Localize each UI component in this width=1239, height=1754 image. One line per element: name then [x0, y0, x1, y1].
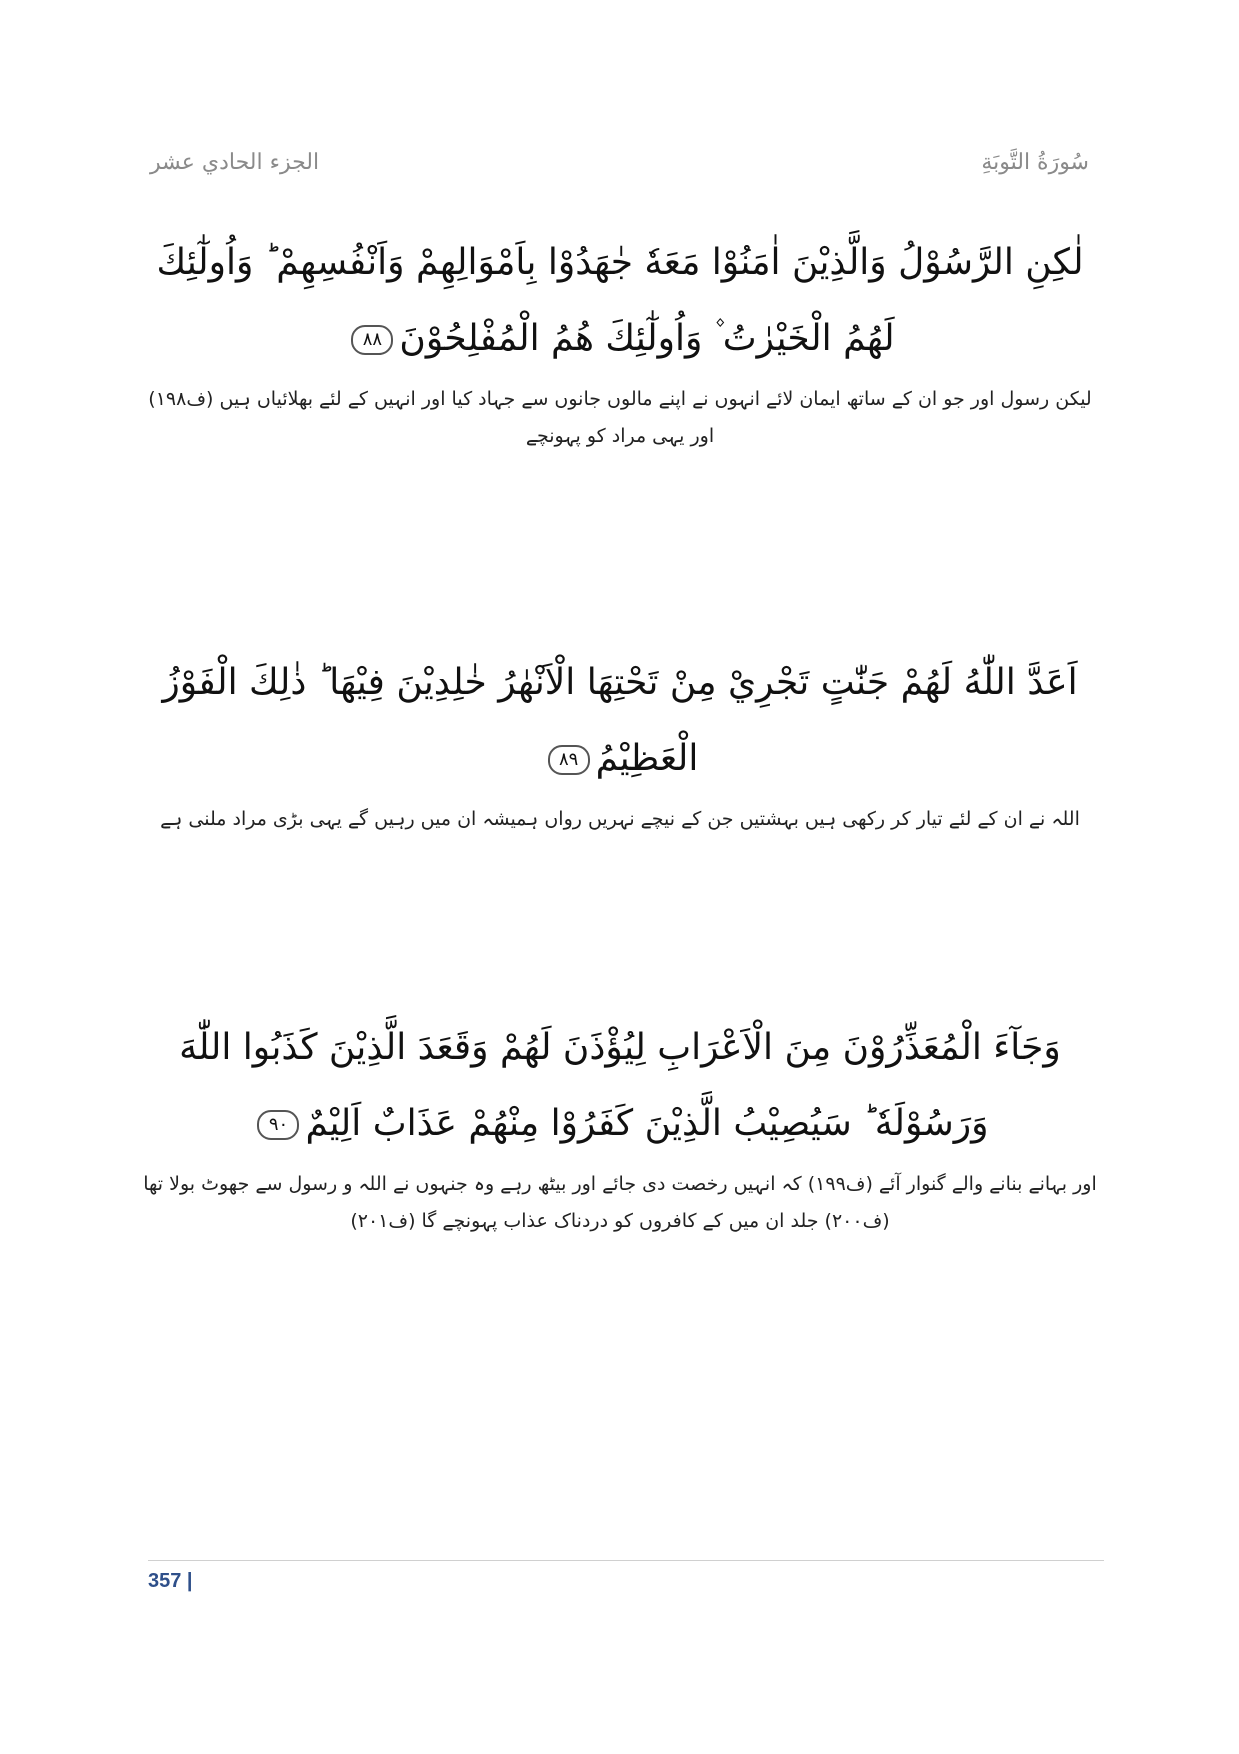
arabic-verse: [140, 1010, 1100, 1162]
verse-block-88: [140, 225, 1100, 455]
arabic-verse-text: لٰكِنِ الرَّسُوْلُ وَالَّذِيْنَ اٰمَنُوْا مَعَهٗ جٰهَدُوْا بِاَمْوَالِهِمْ وَاَنْفُسِهِمْ ؕ وَاُولٰٓئِكَ لَهُمُ الْخَيْرٰتُ ۫ وَاُولٰٓئِكَ هُمُ الْمُفْلِحُوْنَ: [156, 242, 1084, 359]
arabic-verse: [140, 225, 1100, 377]
ayah-number-marker: ۸۹: [548, 745, 590, 775]
verse-block-89: [140, 645, 1100, 838]
page-number: 357 |: [148, 1570, 193, 1592]
arabic-verse-text: وَجَآءَ الْمُعَذِّرُوْنَ مِنَ الْاَعْرَابِ لِيُؤْذَنَ لَهُمْ وَقَعَدَ الَّذِيْنَ كَذَبُوا اللّٰهَ وَرَسُوْلَهٗ ؕ سَيُصِيْبُ الَّذِيْنَ كَفَرُوْا مِنْهُمْ عَذَابٌ اَلِيْمٌ: [179, 1027, 1061, 1144]
urdu-translation: اللہ نے ان کے لئے تیار کر رکھی ہیں بہشتیں جن کے نیچے نہریں رواں ہمیشہ ان میں رہیں گے یہی بڑی مراد ملنی ہے: [160, 808, 1080, 830]
ayah-number-marker: ۸۸: [351, 325, 393, 355]
surah-title-header: سُورَةُ التَّوبَةِ: [981, 150, 1089, 175]
arabic-verse-text: اَعَدَّ اللّٰهُ لَهُمْ جَنّٰتٍ تَجْرِيْ مِنْ تَحْتِهَا الْاَنْهٰرُ خٰلِدِيْنَ فِيْهَا ؕ ذٰلِكَ الْفَوْزُ الْعَظِيْمُ: [162, 662, 1078, 779]
urdu-translation: لیکن رسول اور جو ان کے ساتھ ایمان لائے انہوں نے اپنے مالوں جانوں سے جہاد کیا اور انہیں کے لئے بھلائیاں ہیں (ف۱۹۸) اور یہی مراد کو پہونچے: [148, 388, 1092, 447]
footer-divider: [148, 1560, 1104, 1561]
verse-block-90: [140, 1010, 1100, 1240]
ayah-number-marker: ۹۰: [257, 1110, 299, 1140]
urdu-translation: اور بہانے بنانے والے گنوار آئے (ف۱۹۹) کہ انہیں رخصت دی جائے اور بیٹھ رہے وہ جنہوں نے اللہ و رسول سے جھوٹ بولا تھا (ف۲۰۰) جلد ان میں کے کافروں کو دردناک عذاب پہونچے گا (ف۲۰۱): [143, 1173, 1097, 1232]
juz-title-header: الجزء الحادي عشر: [150, 150, 320, 175]
arabic-verse: [140, 645, 1100, 797]
